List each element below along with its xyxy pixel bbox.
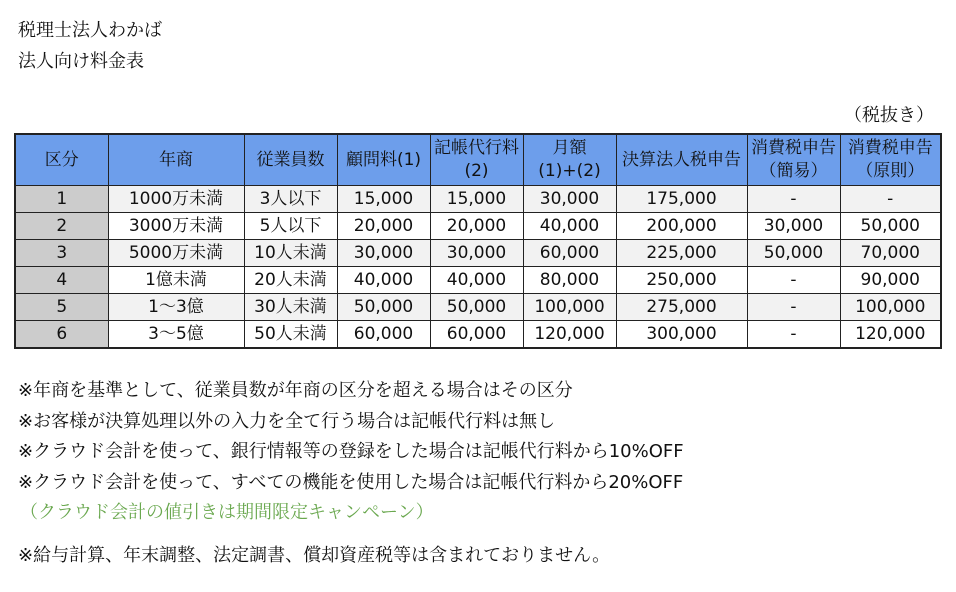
table-cell: 3人以下 [244, 186, 337, 213]
table-row [15, 186, 941, 213]
table-cell: 20,000 [337, 213, 430, 240]
table-cell: 60,000 [430, 321, 523, 349]
table-cell: 30,000 [523, 186, 616, 213]
column-header [523, 134, 616, 186]
table-row [15, 267, 941, 294]
table-cell: 3～5億 [108, 321, 244, 349]
table-cell: 20,000 [430, 213, 523, 240]
table-cell: 120,000 [840, 321, 941, 349]
table-cell: 275,000 [616, 294, 747, 321]
table-cell: 50,000 [337, 294, 430, 321]
column-header [430, 134, 523, 186]
column-header-label: 消費税申告 [751, 138, 836, 158]
table-cell: 5人以下 [244, 213, 337, 240]
table-cell: - [747, 294, 840, 321]
price-table-header [15, 134, 941, 186]
column-header [244, 134, 337, 186]
table-cell: 1億未満 [108, 267, 244, 294]
column-header-label: 年商 [159, 149, 193, 170]
table-cell: 30人未満 [244, 294, 337, 321]
notes-section [18, 376, 684, 571]
table-cell: 5000万未満 [108, 240, 244, 267]
table-cell: 80,000 [523, 267, 616, 294]
table-cell: 15,000 [430, 186, 523, 213]
note-item: ※クラウド会計を使って、すべての機能を使用した場合は記帳代行料から20%OFF [18, 471, 684, 493]
table-cell: 30,000 [747, 213, 840, 240]
table-cell: - [747, 267, 840, 294]
table-cell: 3000万未満 [108, 213, 244, 240]
column-header-label: 従業員数 [256, 149, 325, 170]
column-header-label: （簡易） [759, 161, 828, 181]
row-number-cell: 1 [15, 186, 108, 213]
table-cell: 70,000 [840, 240, 941, 267]
column-header-label: 決算法人税申告 [622, 149, 741, 170]
table-cell: 40,000 [430, 267, 523, 294]
column-header-label: 区分 [44, 149, 79, 170]
table-cell: 60,000 [523, 240, 616, 267]
table-cell: 50,000 [840, 213, 941, 240]
column-header-label: 消費税申告 [847, 138, 933, 158]
column-header-label: 顧問料(1) [345, 149, 422, 170]
table-cell: 300,000 [616, 321, 747, 349]
column-header [15, 134, 108, 186]
row-number-cell: 3 [15, 240, 108, 267]
column-header-label: (2) [464, 161, 489, 181]
table-cell: - [840, 186, 941, 213]
table-cell: 20人未満 [244, 267, 337, 294]
table-cell: 50,000 [747, 240, 840, 267]
campaign-note: （クラウド会計の値引きは期間限定キャンペーン） [20, 502, 434, 523]
table-row [15, 240, 941, 267]
row-number-cell: 5 [15, 294, 108, 321]
table-cell: 40,000 [337, 267, 430, 294]
table-cell: 50人未満 [244, 321, 337, 349]
row-number-cell: 4 [15, 267, 108, 294]
table-cell: - [747, 321, 840, 349]
table-cell: - [747, 186, 840, 213]
column-header-label: 月額 [552, 138, 587, 158]
table-cell: 175,000 [616, 186, 747, 213]
table-cell: 10人未満 [244, 240, 337, 267]
note-item: ※クラウド会計を使って、銀行情報等の登録をした場合は記帳代行料から10%OFF [18, 441, 684, 462]
tax-excluded-note: （税抜き） [844, 105, 934, 126]
price-table-body [15, 186, 941, 349]
note-item: ※年商を基準として、従業員数が年商の区分を超える場合はその区分 [18, 380, 573, 401]
header-row [15, 134, 941, 186]
table-cell: 30,000 [430, 240, 523, 267]
table-cell: 1000万未満 [108, 186, 244, 213]
column-header [840, 134, 941, 186]
table-cell: 250,000 [616, 267, 747, 294]
table-row [15, 294, 941, 321]
note-item: ※お客様が決算処理以外の入力を全て行う場合は記帳代行料は無し [18, 410, 556, 432]
column-header [108, 134, 244, 186]
table-cell: 100,000 [840, 294, 941, 321]
table-cell: 90,000 [840, 267, 941, 294]
table-cell: 1～3億 [108, 294, 244, 321]
table-row [15, 213, 941, 240]
column-header-label: （原則） [856, 161, 925, 181]
table-row [15, 321, 941, 349]
company-name: 税理士法人わかば [18, 20, 162, 41]
column-header [616, 134, 747, 186]
table-cell: 50,000 [430, 294, 523, 321]
table-cell: 100,000 [523, 294, 616, 321]
table-cell: 40,000 [523, 213, 616, 240]
column-header-label: 記帳代行料 [434, 138, 519, 158]
table-cell: 15,000 [337, 186, 430, 213]
table-cell: 120,000 [523, 321, 616, 349]
column-header-label: (1)+(2) [538, 161, 601, 181]
table-cell: 60,000 [337, 321, 430, 349]
row-number-cell: 2 [15, 213, 108, 240]
price-table [14, 133, 942, 349]
table-cell: 200,000 [616, 213, 747, 240]
column-header [747, 134, 840, 186]
table-cell: 30,000 [337, 240, 430, 267]
exclusion-note: ※給与計算、年末調整、法定調書、償却資産税等は含まれておりません。 [18, 544, 611, 566]
page-title: 法人向け料金表 [18, 51, 144, 72]
column-header [337, 134, 430, 186]
row-number-cell: 6 [15, 321, 108, 349]
table-cell: 225,000 [616, 240, 747, 267]
